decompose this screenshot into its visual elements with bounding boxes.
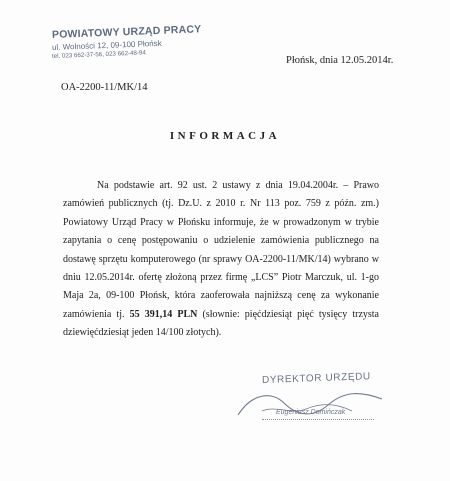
- amount-value: 55 391,14 PLN: [129, 308, 198, 320]
- body-paragraph: [63, 177, 379, 343]
- body-text-part2: (słownie: pięćdziesiąt pięć tysięcy trzysta dziewięćdziesiąt jeden 14/100 złotych).: [63, 308, 379, 339]
- office-phone: tel. 023 662-37-56, 023 662-48-94: [51, 49, 146, 60]
- place-date: Płońsk, dnia 12.05.2014r.: [286, 55, 394, 66]
- office-address: ul. Wolności 12, 09-100 Płońsk: [51, 38, 162, 52]
- signature-line: [262, 419, 374, 420]
- body-text-part1: Na podstawie art. 92 ust. 2 ustawy z dnia 19.04.2004r. – Prawo zamówień publicznych (tj. Dz.U. z 2010 r. Nr 113 poz. 759 z późn. zm.) Powiatowy Urząd Pracy w Płońsku informuje, że w prowadzonym w trybie zapytania o cenę postępowaniu o udzielenie zamówienia publicznego na dostawę sprzętu komputerowego (nr sprawy OA-2200-11/MK/14) wybrano w dniu 12.05.2014r. ofertę złożoną przez firmę „LCS” Piotr Marczuk, ul. 1-go Maja 2a, 09-100 Płońsk, która zaoferowała najniższą cenę za wykonanie zamówienia tj.: [63, 180, 379, 320]
- reference-number: OA-2200-11/MK/14: [61, 82, 148, 93]
- signature-block: [261, 371, 392, 416]
- document-body: [63, 177, 379, 343]
- signatory-name: Eugeniusz Domińczak: [276, 409, 346, 416]
- signature-title: DYREKTOR URZĘDU: [261, 371, 371, 386]
- office-stamp: [51, 23, 212, 60]
- document-title: INFORMACJA: [169, 130, 281, 142]
- office-name: POWIATOWY URZĄD PRACY: [51, 23, 202, 41]
